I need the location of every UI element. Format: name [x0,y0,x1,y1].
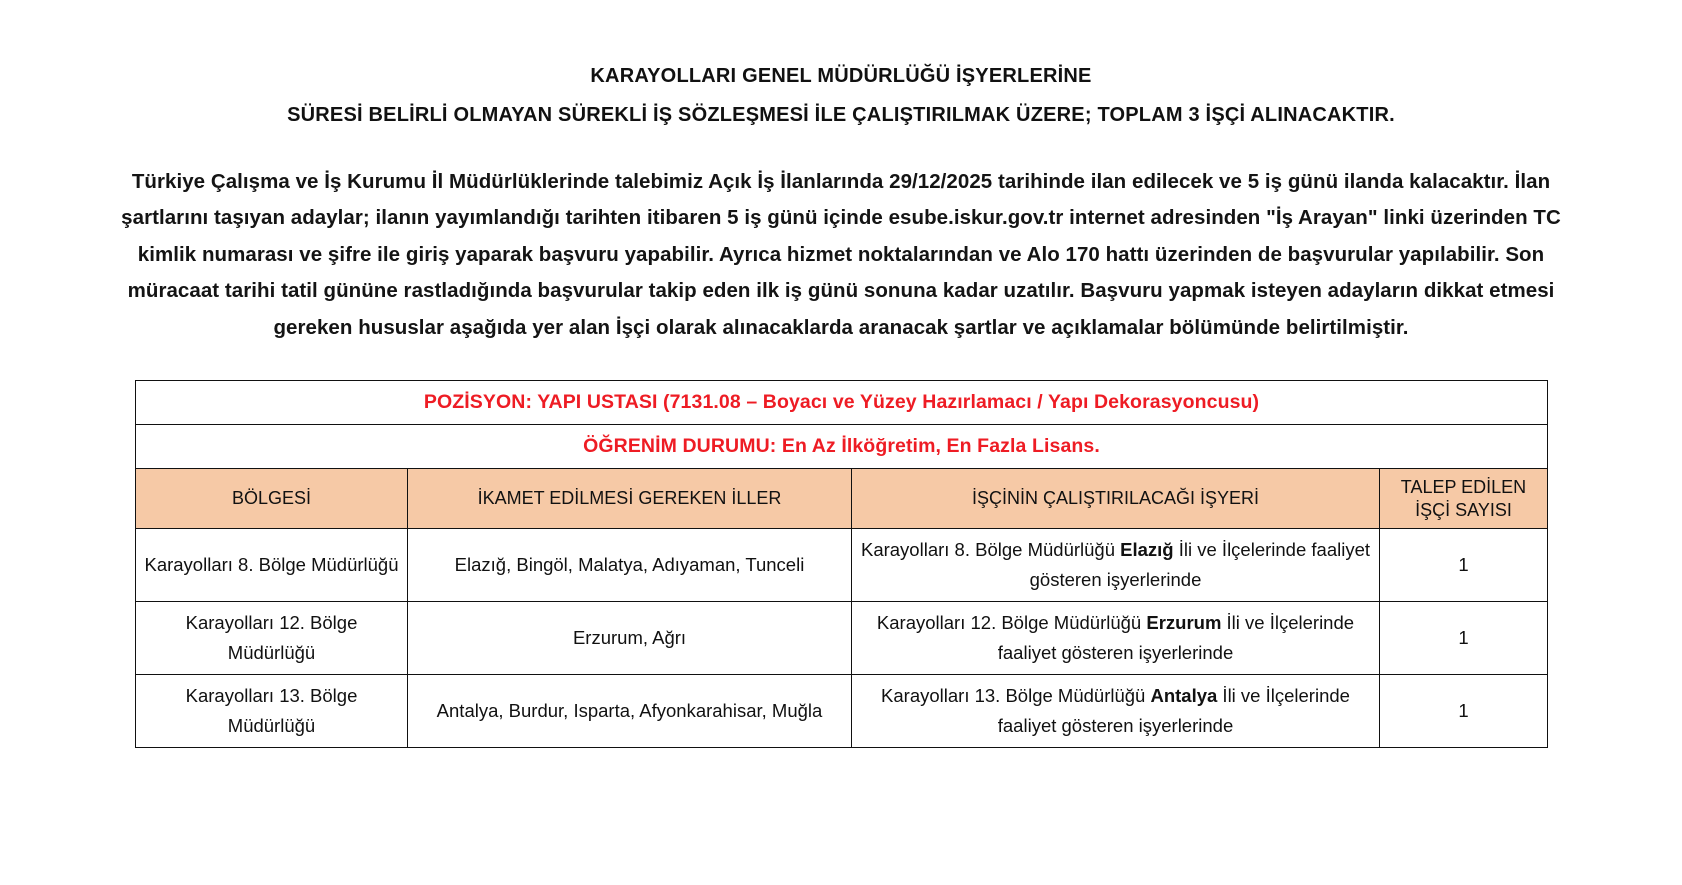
workplace-province: Antalya [1150,685,1218,707]
table-row [136,529,1548,602]
education-banner: ÖĞRENİM DURUMU: En Az İlköğretim, En Fazla Lisans. [136,425,1548,469]
position-banner: POZİSYON: YAPI USTASI (7131.08 – Boyacı ve Yüzey Hazırlamacı / Yapı Dekorasyoncusu) [136,381,1548,425]
cell-count: 1 [1380,675,1548,748]
cell-region: Karayolları 12. Bölge Müdürlüğü [136,602,408,675]
workplace-suffix: İli ve İlçelerinde faaliyet gösteren işyerlerinde [1029,539,1371,591]
cell-provinces: Antalya, Burdur, Isparta, Afyonkarahisar, Muğla [408,675,852,748]
column-header-workplace: İŞÇİNİN ÇALIŞTIRILACAĞI İŞYERİ [852,469,1380,529]
cell-workplace [852,529,1380,602]
workplace-prefix: Karayolları 12. Bölge Müdürlüğü [876,612,1147,634]
cell-workplace [852,602,1380,675]
table-row [136,675,1548,748]
column-header-region: BÖLGESİ [136,469,408,529]
workplace-province: Elazığ [1120,539,1174,561]
notice-table-wrap [135,380,1547,748]
column-header-provinces: İKAMET EDİLMESİ GEREKEN İLLER [408,469,852,529]
cell-workplace [852,675,1380,748]
table-row [136,602,1548,675]
cell-region: Karayolları 8. Bölge Müdürlüğü [136,529,408,602]
workplace-province: Erzurum [1146,612,1222,634]
document-heading [0,0,1682,130]
heading-line-1: KARAYOLLARI GENEL MÜDÜRLÜĞÜ İŞYERLERİNE [590,65,1092,87]
cell-count: 1 [1380,602,1548,675]
cell-region: Karayolları 13. Bölge Müdürlüğü [136,675,408,748]
column-header-count: TALEP EDİLEN İŞÇİ SAYISI [1380,469,1548,529]
table-row-education-banner [136,425,1548,469]
notice-table [135,380,1548,748]
intro-paragraph: Türkiye Çalışma ve İş Kurumu İl Müdürlüklerinde talebimiz Açık İş İlanlarında 29/12/2025 tarihinde ilan edilecek ve 5 iş günü ilanda kalacaktır. İlan şartlarını taşıyan adaylar; ilanın yayımlandığı tarihten itibaren 5 iş günü içinde esube.iskur.gov.tr internet adresinden "İş Arayan" linki üzerinden TC kimlik numarası ve şifre ile giriş yaparak başvuru yapabilir. Ayrıca hizmet noktalarından ve Alo 170 hattı üzerinden de başvurular yapılabilir. Son müracaat tarihi tatil gününe rastladığında başvurular takip eden ilk iş günü sonuna kadar uzatılır. Başvuru yapmak isteyen adayların dikkat etmesi gereken hususlar aşağıda yer alan İşçi olarak alınacaklarda aranacak şartlar ve açıklamalar bölümünde belirtilmiştir. [121,170,1561,339]
cell-count: 1 [1380,529,1548,602]
workplace-prefix: Karayolları 8. Bölge Müdürlüğü [860,539,1121,561]
table-row-position-banner [136,381,1548,425]
cell-provinces: Elazığ, Bingöl, Malatya, Adıyaman, Tunceli [408,529,852,602]
table-header-row [136,469,1548,529]
workplace-suffix: İli ve İlçelerinde faaliyet gösteren işyerlerinde [997,685,1350,737]
workplace-suffix: İli ve İlçelerinde faaliyet gösteren işyerlerinde [997,612,1355,664]
heading-line-2: SÜRESİ BELİRLİ OLMAYAN SÜREKLİ İŞ SÖZLEŞMESİ İLE ÇALIŞTIRILMAK ÜZERE; TOPLAM 3 İŞÇİ ALINACAKTIR. [287,104,1395,126]
cell-provinces: Erzurum, Ağrı [408,602,852,675]
workplace-prefix: Karayolları 13. Bölge Müdürlüğü [881,685,1151,707]
